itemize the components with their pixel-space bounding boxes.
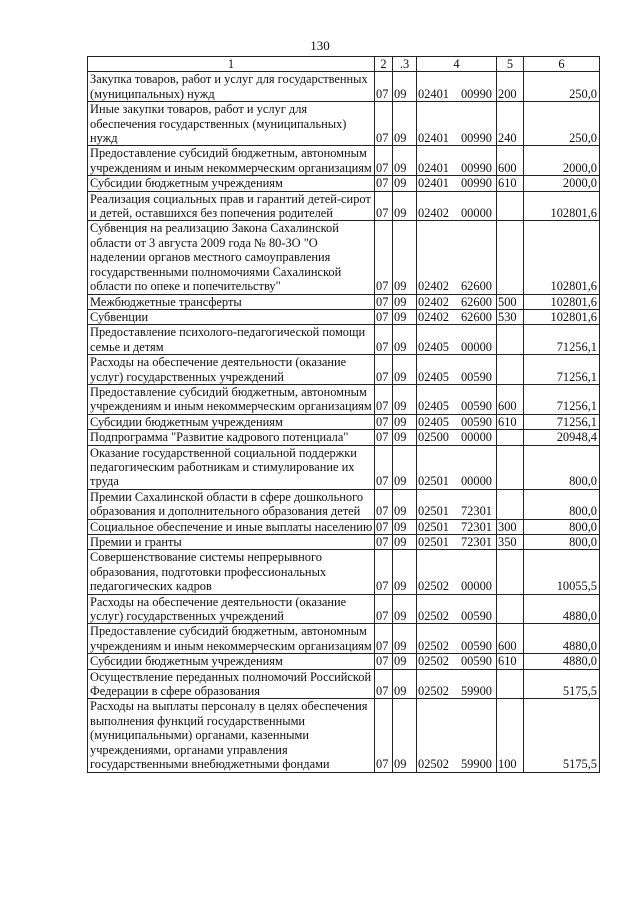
row-direction-code: 00990 bbox=[460, 86, 492, 101]
row-program-code: 02401 bbox=[418, 131, 449, 146]
row-name: Совершенствование системы непрерывного образования, подготовки профессиональных педагогических кадров bbox=[88, 550, 375, 594]
row-section: 07 bbox=[375, 550, 393, 594]
header-col-6: 6 bbox=[524, 57, 600, 72]
row-name: Осуществление переданных полномочий Российской Федерации в сфере образования bbox=[88, 669, 375, 699]
row-target-code bbox=[417, 355, 497, 385]
row-subsection: 09 bbox=[393, 176, 417, 191]
row-target-code bbox=[417, 519, 497, 534]
row-name: Расходы на выплаты персоналу в целях обеспечения выполнения функций государственными (муниципальными) органами, казенными учреждениями, органами управления государственными внебюджетными фондами bbox=[88, 699, 375, 772]
table-row bbox=[88, 191, 600, 221]
row-section: 07 bbox=[375, 176, 393, 191]
row-target-code bbox=[417, 489, 497, 519]
row-expense-type: 350 bbox=[497, 535, 524, 550]
row-expense-type bbox=[497, 669, 524, 699]
row-amount: 71256,1 bbox=[524, 325, 600, 355]
row-target-code bbox=[417, 294, 497, 309]
table-row bbox=[88, 519, 600, 534]
table-header-row bbox=[88, 57, 600, 72]
table-row bbox=[88, 535, 600, 550]
row-expense-type bbox=[497, 550, 524, 594]
row-subsection: 09 bbox=[393, 594, 417, 624]
row-direction-code: 62600 bbox=[460, 294, 492, 309]
row-section: 07 bbox=[375, 445, 393, 489]
row-subsection: 09 bbox=[393, 535, 417, 550]
row-name: Подпрограмма "Развитие кадрового потенциала" bbox=[88, 430, 375, 445]
row-target-code bbox=[417, 191, 497, 221]
row-name: Субсидии бюджетным учреждениям bbox=[88, 176, 375, 191]
row-program-code: 02402 bbox=[418, 206, 449, 221]
row-direction-code: 00000 bbox=[460, 339, 492, 354]
row-direction-code: 00990 bbox=[460, 131, 492, 146]
row-subsection: 09 bbox=[393, 309, 417, 324]
row-direction-code: 00590 bbox=[460, 638, 492, 653]
row-amount: 10055,5 bbox=[524, 550, 600, 594]
row-name: Предоставление субсидий бюджетным, автономным учреждениям и иным некоммерческим организациям bbox=[88, 384, 375, 414]
row-program-code: 02501 bbox=[418, 474, 449, 489]
row-target-code bbox=[417, 594, 497, 624]
row-expense-type: 200 bbox=[497, 72, 524, 102]
row-direction-code: 72301 bbox=[460, 504, 492, 519]
row-subsection: 09 bbox=[393, 72, 417, 102]
row-direction-code: 00000 bbox=[460, 206, 492, 221]
table-row bbox=[88, 654, 600, 669]
row-target-code bbox=[417, 221, 497, 294]
row-amount: 4880,0 bbox=[524, 654, 600, 669]
row-program-code: 02402 bbox=[418, 294, 449, 309]
row-direction-code: 00000 bbox=[460, 579, 492, 594]
row-amount: 5175,5 bbox=[524, 699, 600, 772]
row-direction-code: 72301 bbox=[460, 535, 492, 549]
header-col-5: 5 bbox=[497, 57, 524, 72]
row-target-code bbox=[417, 72, 497, 102]
row-expense-type bbox=[497, 489, 524, 519]
row-section: 07 bbox=[375, 430, 393, 445]
table-row bbox=[88, 445, 600, 489]
row-expense-type: 600 bbox=[497, 146, 524, 176]
row-subsection: 09 bbox=[393, 191, 417, 221]
row-amount: 4880,0 bbox=[524, 624, 600, 654]
row-subsection: 09 bbox=[393, 384, 417, 414]
row-target-code bbox=[417, 430, 497, 445]
row-name: Предоставление субсидий бюджетным, автономным учреждениям и иным некоммерческим организациям bbox=[88, 146, 375, 176]
row-amount: 20948,4 bbox=[524, 430, 600, 445]
row-expense-type bbox=[497, 430, 524, 445]
row-name: Расходы на обеспечение деятельности (оказание услуг) государственных учреждений bbox=[88, 355, 375, 385]
row-direction-code: 72301 bbox=[460, 519, 492, 534]
row-program-code: 02405 bbox=[418, 369, 449, 384]
row-program-code: 02401 bbox=[418, 86, 449, 101]
row-program-code: 02501 bbox=[418, 504, 449, 519]
row-target-code bbox=[417, 654, 497, 669]
table-row bbox=[88, 594, 600, 624]
row-amount: 800,0 bbox=[524, 445, 600, 489]
table-row bbox=[88, 489, 600, 519]
row-subsection: 09 bbox=[393, 146, 417, 176]
row-subsection: 09 bbox=[393, 414, 417, 429]
row-program-code: 02502 bbox=[418, 654, 449, 669]
row-name: Межбюджетные трансферты bbox=[88, 294, 375, 309]
row-expense-type bbox=[497, 355, 524, 385]
row-direction-code: 00590 bbox=[460, 609, 492, 624]
row-name: Оказание государственной социальной поддержки педагогическим работникам и стимулирование их труда bbox=[88, 445, 375, 489]
row-section: 07 bbox=[375, 309, 393, 324]
budget-table bbox=[87, 56, 600, 773]
row-name: Премии и гранты bbox=[88, 535, 375, 550]
table-row bbox=[88, 72, 600, 102]
row-target-code bbox=[417, 414, 497, 429]
row-amount: 5175,5 bbox=[524, 669, 600, 699]
row-expense-type: 600 bbox=[497, 384, 524, 414]
table-row bbox=[88, 294, 600, 309]
row-target-code bbox=[417, 309, 497, 324]
row-program-code: 02405 bbox=[418, 414, 449, 429]
row-section: 07 bbox=[375, 535, 393, 550]
row-subsection: 09 bbox=[393, 624, 417, 654]
row-subsection: 09 bbox=[393, 102, 417, 146]
row-amount: 71256,1 bbox=[524, 384, 600, 414]
row-direction-code: 00590 bbox=[460, 399, 492, 414]
row-subsection: 09 bbox=[393, 654, 417, 669]
row-expense-type: 610 bbox=[497, 414, 524, 429]
row-name: Субвенции bbox=[88, 309, 375, 324]
row-section: 07 bbox=[375, 594, 393, 624]
row-target-code bbox=[417, 699, 497, 772]
row-target-code bbox=[417, 146, 497, 176]
row-amount: 250,0 bbox=[524, 72, 600, 102]
row-program-code: 02405 bbox=[418, 399, 449, 414]
table-row bbox=[88, 309, 600, 324]
row-subsection: 09 bbox=[393, 489, 417, 519]
row-name: Иные закупки товаров, работ и услуг для обеспечения государственных (муниципальных) нужд bbox=[88, 102, 375, 146]
row-subsection: 09 bbox=[393, 355, 417, 385]
row-amount: 800,0 bbox=[524, 535, 600, 550]
row-program-code: 02402 bbox=[418, 279, 449, 294]
row-program-code: 02405 bbox=[418, 339, 449, 354]
row-direction-code: 00000 bbox=[460, 430, 492, 445]
row-section: 07 bbox=[375, 699, 393, 772]
row-program-code: 02402 bbox=[418, 309, 449, 324]
row-program-code: 02501 bbox=[418, 535, 449, 549]
row-subsection: 09 bbox=[393, 669, 417, 699]
row-subsection: 09 bbox=[393, 325, 417, 355]
row-target-code bbox=[417, 384, 497, 414]
page-number: 130 bbox=[310, 38, 330, 53]
row-section: 07 bbox=[375, 325, 393, 355]
row-direction-code: 00990 bbox=[460, 160, 492, 175]
row-direction-code: 59900 bbox=[460, 684, 492, 699]
row-expense-type: 100 bbox=[497, 699, 524, 772]
row-amount: 102801,6 bbox=[524, 294, 600, 309]
row-section: 07 bbox=[375, 414, 393, 429]
row-expense-type bbox=[497, 221, 524, 294]
row-name: Субсидии бюджетным учреждениям bbox=[88, 654, 375, 669]
header-col-2: 2 bbox=[375, 57, 393, 72]
row-subsection: 09 bbox=[393, 699, 417, 772]
table-row bbox=[88, 669, 600, 699]
row-section: 07 bbox=[375, 669, 393, 699]
row-subsection: 09 bbox=[393, 430, 417, 445]
row-name: Расходы на обеспечение деятельности (оказание услуг) государственных учреждений bbox=[88, 594, 375, 624]
row-program-code: 02502 bbox=[418, 757, 449, 772]
table-row bbox=[88, 176, 600, 191]
row-direction-code: 00990 bbox=[460, 176, 492, 191]
row-amount: 800,0 bbox=[524, 519, 600, 534]
row-direction-code: 00590 bbox=[460, 414, 492, 429]
row-expense-type bbox=[497, 594, 524, 624]
row-expense-type: 240 bbox=[497, 102, 524, 146]
row-direction-code: 59900 bbox=[460, 757, 492, 772]
header-col-1: 1 bbox=[88, 57, 375, 72]
table-row bbox=[88, 550, 600, 594]
row-subsection: 09 bbox=[393, 294, 417, 309]
row-target-code bbox=[417, 102, 497, 146]
row-target-code bbox=[417, 550, 497, 594]
row-amount: 71256,1 bbox=[524, 414, 600, 429]
row-name: Социальное обеспечение и иные выплаты населению bbox=[88, 519, 375, 534]
row-expense-type: 500 bbox=[497, 294, 524, 309]
table-row bbox=[88, 414, 600, 429]
row-amount: 2000,0 bbox=[524, 146, 600, 176]
row-expense-type: 610 bbox=[497, 176, 524, 191]
row-program-code: 02401 bbox=[418, 160, 449, 175]
table-row bbox=[88, 355, 600, 385]
row-amount: 4880,0 bbox=[524, 594, 600, 624]
row-amount: 102801,6 bbox=[524, 221, 600, 294]
row-name: Премии Сахалинской области в сфере дошкольного образования и дополнительного образования детей bbox=[88, 489, 375, 519]
table-row bbox=[88, 102, 600, 146]
table-row bbox=[88, 325, 600, 355]
table-row bbox=[88, 430, 600, 445]
row-section: 07 bbox=[375, 102, 393, 146]
row-target-code bbox=[417, 669, 497, 699]
row-section: 07 bbox=[375, 221, 393, 294]
row-program-code: 02502 bbox=[418, 609, 449, 624]
row-target-code bbox=[417, 535, 497, 550]
row-expense-type bbox=[497, 191, 524, 221]
row-section: 07 bbox=[375, 519, 393, 534]
row-program-code: 02502 bbox=[418, 684, 449, 699]
header-col-3: .3 bbox=[393, 57, 417, 72]
row-amount: 71256,1 bbox=[524, 355, 600, 385]
row-target-code bbox=[417, 445, 497, 489]
row-direction-code: 62600 bbox=[460, 279, 492, 294]
row-section: 07 bbox=[375, 489, 393, 519]
row-subsection: 09 bbox=[393, 519, 417, 534]
row-amount: 102801,6 bbox=[524, 309, 600, 324]
row-section: 07 bbox=[375, 294, 393, 309]
row-name: Субсидии бюджетным учреждениям bbox=[88, 414, 375, 429]
row-section: 07 bbox=[375, 191, 393, 221]
row-section: 07 bbox=[375, 624, 393, 654]
row-name: Реализация социальных прав и гарантий детей-сирот и детей, оставшихся без попечения родителей bbox=[88, 191, 375, 221]
row-expense-type bbox=[497, 325, 524, 355]
row-program-code: 02501 bbox=[418, 519, 449, 534]
row-section: 07 bbox=[375, 654, 393, 669]
row-name: Субвенция на реализацию Закона Сахалинской области от 3 августа 2009 года № 80-ЗО "О наделении органов местного самоуправления государственными полномочиями Сахалинской области по опеке и попечительству" bbox=[88, 221, 375, 294]
row-expense-type bbox=[497, 445, 524, 489]
row-direction-code: 00590 bbox=[460, 654, 492, 669]
row-name: Предоставление психолого-педагогической помощи семье и детям bbox=[88, 325, 375, 355]
row-amount: 250,0 bbox=[524, 102, 600, 146]
row-section: 07 bbox=[375, 384, 393, 414]
row-section: 07 bbox=[375, 146, 393, 176]
table-row bbox=[88, 221, 600, 294]
row-direction-code: 00000 bbox=[460, 474, 492, 489]
row-program-code: 02500 bbox=[418, 430, 449, 445]
row-direction-code: 00590 bbox=[460, 369, 492, 384]
row-target-code bbox=[417, 624, 497, 654]
row-program-code: 02401 bbox=[418, 176, 449, 191]
row-subsection: 09 bbox=[393, 550, 417, 594]
row-amount: 2000,0 bbox=[524, 176, 600, 191]
row-target-code bbox=[417, 176, 497, 191]
row-expense-type: 600 bbox=[497, 624, 524, 654]
table-row bbox=[88, 146, 600, 176]
row-expense-type: 530 bbox=[497, 309, 524, 324]
row-amount: 800,0 bbox=[524, 489, 600, 519]
row-name: Закупка товаров, работ и услуг для государственных (муниципальных) нужд bbox=[88, 72, 375, 102]
row-subsection: 09 bbox=[393, 445, 417, 489]
row-section: 07 bbox=[375, 355, 393, 385]
row-subsection: 09 bbox=[393, 221, 417, 294]
row-direction-code: 62600 bbox=[460, 309, 492, 324]
row-name: Предоставление субсидий бюджетным, автономным учреждениям и иным некоммерческим организациям bbox=[88, 624, 375, 654]
table-row bbox=[88, 624, 600, 654]
row-expense-type: 610 bbox=[497, 654, 524, 669]
row-expense-type: 300 bbox=[497, 519, 524, 534]
row-section: 07 bbox=[375, 72, 393, 102]
row-amount: 102801,6 bbox=[524, 191, 600, 221]
header-col-4: 4 bbox=[417, 57, 497, 72]
table-row bbox=[88, 699, 600, 772]
row-program-code: 02502 bbox=[418, 638, 449, 653]
row-program-code: 02502 bbox=[418, 579, 449, 594]
row-target-code bbox=[417, 325, 497, 355]
table-row bbox=[88, 384, 600, 414]
